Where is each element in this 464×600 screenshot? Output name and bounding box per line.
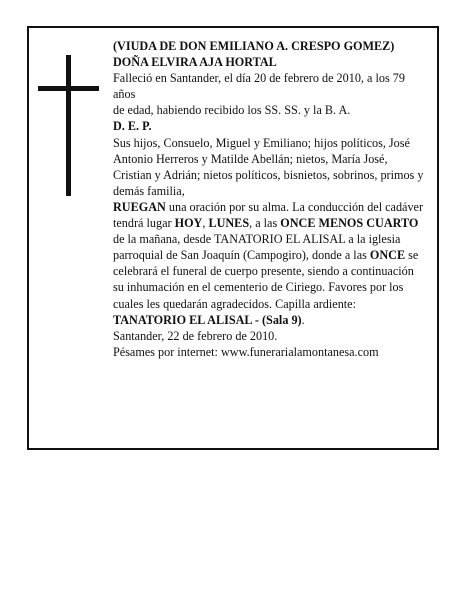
funeral-paragraph: RUEGAN una oración por su alma. La conducción del cadáver tendrá lugar HOY, LUNES, a las ONCE MENOS CUARTO de la mañana, desde TANATORIO EL ALISAL a la iglesia parroquial de San Joaquín (Campogiro), donde a las ONCE se celebrará el funeral de cuerpo presente, siendo a continuación su inhumación en el cementerio de Ciriego. Favores por los cuales les quedarán agradecidos. Capilla ardiente: TANATORIO EL ALISAL - (Sala 9). xyxy=(113,199,424,327)
time-text: ONCE MENOS CUARTO xyxy=(280,216,419,231)
chapel-text: TANATORIO EL ALISAL - (Sala 9) xyxy=(113,312,302,327)
sacraments-line: de edad, habiendo recibido los SS. SS. y la B. A. xyxy=(113,103,351,118)
hoy-text: HOY xyxy=(174,216,203,231)
date-line: Santander, 22 de febrero de 2010. xyxy=(113,328,278,343)
once-text: ONCE xyxy=(369,248,406,263)
widow-line: (VIUDA DE DON EMILIANO A. CRESPO GOMEZ) xyxy=(113,39,395,53)
family-paragraph: Sus hijos, Consuelo, Miguel y Emiliano; hijos políticos, José Antonio Herreros y Matilde Abellán; nietos, María José, Cristian y Adrián; nietos políticos, bisnietos, sobrinos, primos y demás familia, xyxy=(113,135,424,198)
lunes-text: LUNES xyxy=(208,216,250,231)
cross-icon xyxy=(66,55,71,196)
dep-line: D. E. P. xyxy=(113,119,152,134)
cross-icon-bar xyxy=(38,86,99,91)
ruegan-text: RUEGAN xyxy=(113,199,166,214)
death-line: Falleció en Santander, el día 20 de febrero de 2010, a los 79 años xyxy=(113,71,405,102)
web-line: Pésames por internet: www.funerarialamontanesa.com xyxy=(113,344,379,359)
deceased-name: DOÑA ELVIRA AJA HORTAL xyxy=(113,55,277,70)
obituary-text xyxy=(113,38,425,360)
